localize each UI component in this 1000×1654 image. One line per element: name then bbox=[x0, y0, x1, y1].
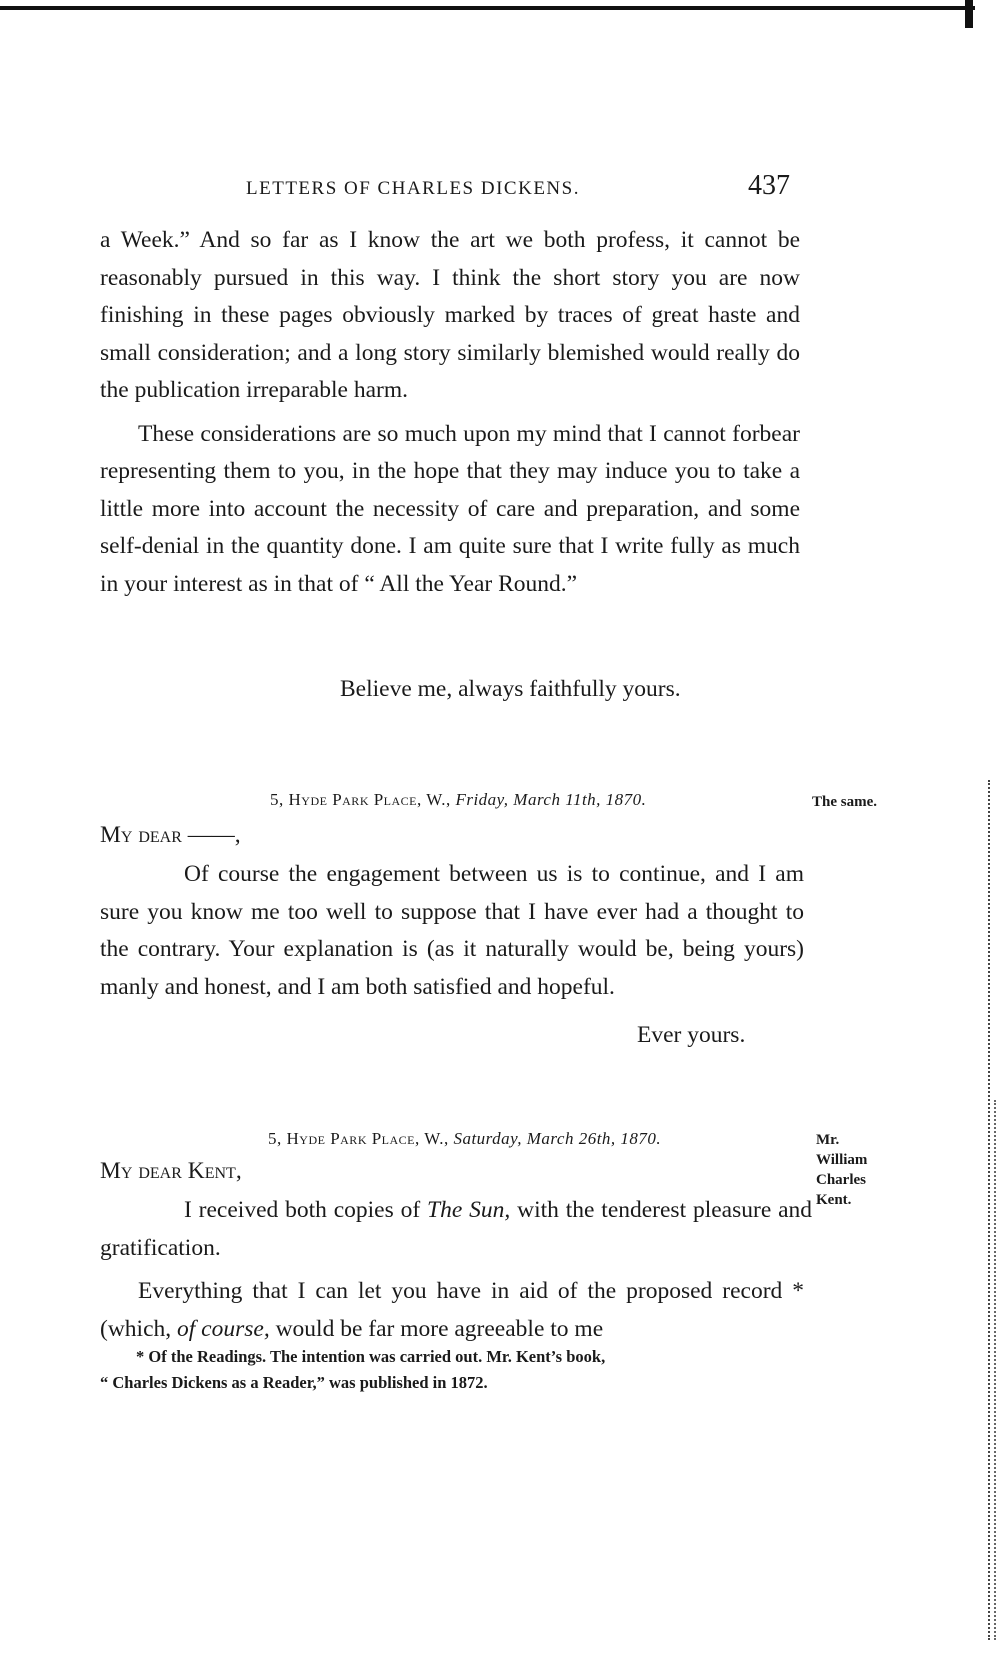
letter3-p2-text-b: would be far more agreeable to me bbox=[269, 1315, 604, 1342]
letter1-paragraph-1: a Week.” And so far as I know the art we both profess, it cannot be reasonably pursued in this way. I think the short story you are now finishing in these pages obviously marked by traces of great haste and small consideration; and a long story similarly blemished would really do the publication irreparable harm. bbox=[100, 227, 800, 403]
page-number: 437 bbox=[748, 170, 790, 201]
footnote-line-1: * Of the Readings. The intention was carried out. Mr. Kent’s book, bbox=[136, 1347, 606, 1366]
letter2-date: Friday, March 11th, 1870. bbox=[455, 790, 647, 809]
letter1-closing: Believe me, always faithfully yours. bbox=[340, 676, 681, 702]
letter3-p2-text-a: Everything that I can let you have in aid of the proposed record * (which, bbox=[100, 1278, 804, 1342]
letter2-closing: Ever yours. bbox=[637, 1022, 746, 1048]
footnote bbox=[100, 1344, 812, 1396]
top-rule bbox=[0, 6, 975, 10]
running-head: LETTERS OF CHARLES DICKENS. bbox=[246, 178, 580, 199]
letter3-margin-note bbox=[816, 1130, 867, 1210]
margin-note-line: William bbox=[816, 1152, 868, 1168]
letter2-paragraph: Of course the engagement between us is to continue, and I am sure you know me too well to suppose that I have ever had a thought to the contrary. Your explanation is (as it naturally would be, being yours) manly and honest, and I am both satisfied and hopeful. bbox=[100, 861, 804, 1000]
letter3-address: 5, Hyde Park Place, W., bbox=[268, 1129, 449, 1148]
letter3-p2-emphasis: of course, bbox=[177, 1315, 270, 1342]
letter3-salutation: My dear Kent, bbox=[100, 1158, 242, 1184]
letter2-address: 5, Hyde Park Place, W., bbox=[270, 790, 451, 809]
margin-note-line: Mr. bbox=[816, 1132, 840, 1148]
letter3-heading bbox=[268, 1129, 661, 1149]
footnote-line-2: “ Charles Dickens as a Reader,” was published in 1872. bbox=[100, 1373, 488, 1392]
letter2-heading bbox=[270, 790, 646, 810]
letter3-paragraph-1 bbox=[100, 1192, 812, 1267]
newspaper-title: The Sun, bbox=[427, 1197, 511, 1223]
letter1-paragraph-2: These considerations are so much upon my mind that I cannot forbear representing them to you, in the hope that they may induce you to take a little more into account the necessity of care and preparation, and some self-denial in the quantity done. I am quite sure that I write fully as much in your interest as in that of “ All the Year Round.” bbox=[100, 420, 800, 597]
letter3-p1-text-a: I received both copies of bbox=[184, 1197, 428, 1223]
letter1-body bbox=[100, 222, 800, 603]
letter2-body bbox=[100, 856, 804, 1006]
margin-note-line: Charles bbox=[816, 1172, 866, 1188]
letter2-margin-note: The same. bbox=[812, 794, 877, 810]
margin-note-line: Kent. bbox=[816, 1192, 852, 1208]
page-edge-marks-secondary bbox=[994, 1100, 998, 1640]
letter3-body bbox=[100, 1192, 813, 1348]
letter3-date: Saturday, March 26th, 1870. bbox=[453, 1129, 662, 1148]
letter3-p1-text-b: with the tenderest pleasure and gratification. bbox=[100, 1197, 813, 1261]
letter3-paragraph-2 bbox=[100, 1273, 804, 1348]
letter2-salutation: My dear ——, bbox=[100, 822, 241, 848]
top-rule-corner bbox=[965, 0, 973, 28]
